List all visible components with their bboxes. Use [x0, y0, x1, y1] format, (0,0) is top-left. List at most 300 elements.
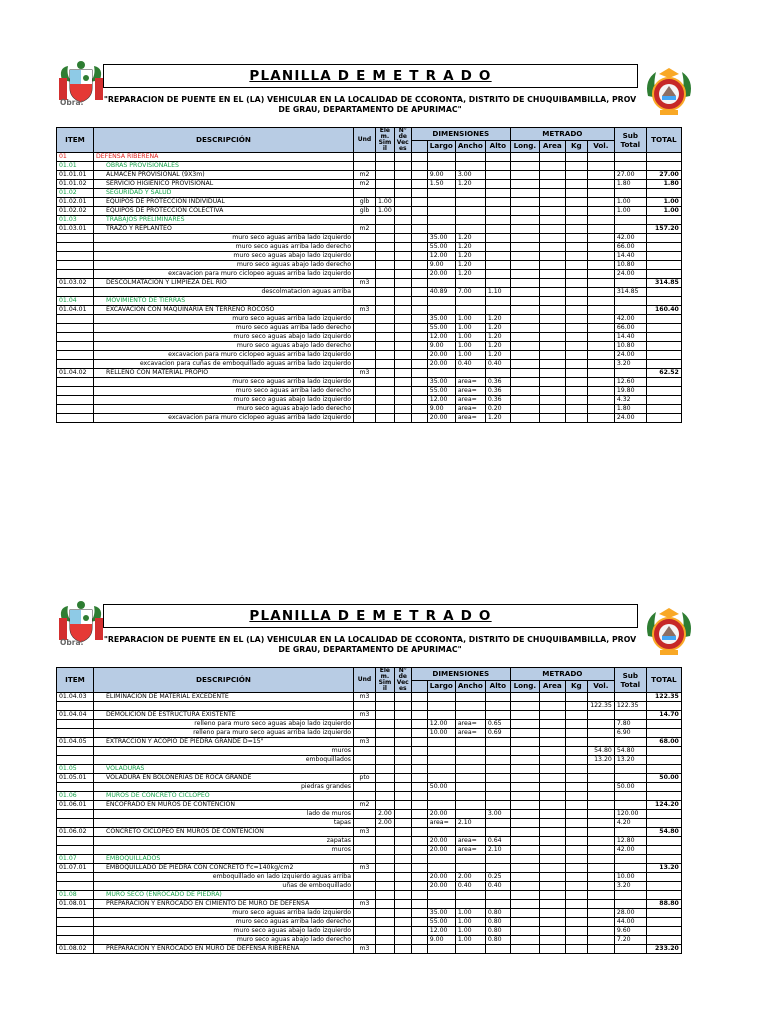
cell-kg	[565, 900, 587, 909]
cell-vol	[587, 189, 614, 198]
cell-nv	[394, 180, 411, 189]
table-row	[57, 756, 682, 765]
cell-desc: muro seco aguas arriba lado izquierdo	[94, 315, 354, 324]
cell-und: m3	[354, 306, 376, 315]
cell-sub: 44.00	[614, 918, 646, 927]
cell-sub: 28.00	[614, 909, 646, 918]
table-row	[57, 378, 682, 387]
cell-blank	[411, 243, 427, 252]
cell-sub: 10.80	[614, 261, 646, 270]
cell-area	[539, 738, 565, 747]
cell-ancho: 2.10	[455, 819, 485, 828]
cell-elem	[376, 846, 395, 855]
cell-vol	[587, 891, 614, 900]
cell-largo	[427, 747, 455, 756]
cell-nv	[394, 324, 411, 333]
cell-total	[646, 936, 681, 945]
cell-alto	[485, 900, 510, 909]
cell-desc: TRAZO Y REPLANTEO	[94, 225, 354, 234]
cell-largo: 35.00	[427, 234, 455, 243]
cell-alto: 0.36	[485, 387, 510, 396]
cell-area	[539, 342, 565, 351]
cell-total	[646, 297, 681, 306]
cell-total	[646, 216, 681, 225]
header-item: ITEM	[57, 128, 94, 153]
cell-item	[57, 315, 94, 324]
cell-largo	[427, 900, 455, 909]
cell-item	[57, 918, 94, 927]
cell-kg	[565, 360, 587, 369]
cell-area	[539, 873, 565, 882]
cell-und: m3	[354, 711, 376, 720]
cell-elem	[376, 279, 395, 288]
cell-blank	[411, 396, 427, 405]
cell-ancho	[455, 198, 485, 207]
cell-sub: 19.80	[614, 387, 646, 396]
cell-ancho	[455, 738, 485, 747]
cell-und: m3	[354, 279, 376, 288]
cell-vol	[587, 873, 614, 882]
cell-nv	[394, 162, 411, 171]
cell-total	[646, 315, 681, 324]
cell-total	[646, 792, 681, 801]
cell-desc: muro seco aguas arriba lado izquierdo	[94, 909, 354, 918]
cell-sub: 1.00	[614, 198, 646, 207]
cell-alto: 0.36	[485, 396, 510, 405]
cell-blank	[411, 909, 427, 918]
cell-area	[539, 864, 565, 873]
obra-line-2: DE GRAU, DEPARTAMENTO DE APURIMAC"	[278, 105, 462, 114]
cell-desc: DEFENSA RIBEREÑA	[94, 153, 354, 162]
cell-sub	[614, 297, 646, 306]
cell-long	[510, 297, 539, 306]
cell-item	[57, 387, 94, 396]
cell-desc: muro seco aguas arriba lado izquierdo	[94, 378, 354, 387]
cell-vol	[587, 315, 614, 324]
cell-elem	[376, 369, 395, 378]
cell-ancho	[455, 792, 485, 801]
table-row	[57, 180, 682, 189]
cell-elem	[376, 252, 395, 261]
cell-kg	[565, 909, 587, 918]
cell-elem	[376, 801, 395, 810]
cell-elem	[376, 234, 395, 243]
cell-long	[510, 342, 539, 351]
cell-area	[539, 810, 565, 819]
cell-alto: 1.20	[485, 324, 510, 333]
cell-und: m3	[354, 693, 376, 702]
cell-total: 122.35	[646, 693, 681, 702]
cell-vol: 54.80	[587, 747, 614, 756]
cell-item: 01.04.02	[57, 369, 94, 378]
cell-ancho	[455, 774, 485, 783]
table-row	[57, 900, 682, 909]
cell-area	[539, 234, 565, 243]
cell-alto	[485, 792, 510, 801]
cell-blank	[411, 180, 427, 189]
cell-alto: 0.20	[485, 405, 510, 414]
cell-nv	[394, 198, 411, 207]
cell-alto: 1.20	[485, 342, 510, 351]
cell-long	[510, 378, 539, 387]
cell-alto: 3.00	[485, 810, 510, 819]
table-row	[57, 693, 682, 702]
cell-vol: 122.35	[587, 702, 614, 711]
cell-blank	[411, 225, 427, 234]
cell-desc: ELIMINACION DE MATERIAL EXCEDENTE	[94, 693, 354, 702]
cell-vol	[587, 387, 614, 396]
cell-desc: DEMOLICION DE ESTRUCTURA EXISTENTE	[94, 711, 354, 720]
cell-largo: 12.00	[427, 333, 455, 342]
table-row	[57, 846, 682, 855]
cell-sub	[614, 279, 646, 288]
cell-item: 01.02.02	[57, 207, 94, 216]
cell-sub: 12.80	[614, 837, 646, 846]
cell-largo: 20.00	[427, 837, 455, 846]
cell-und	[354, 783, 376, 792]
cell-ancho	[455, 765, 485, 774]
cell-und	[354, 396, 376, 405]
cell-largo: 20.00	[427, 846, 455, 855]
cell-desc: muro seco aguas arriba lado derecho	[94, 243, 354, 252]
metrado-sheet-1	[0, 58, 768, 421]
cell-ancho	[455, 945, 485, 954]
cell-long	[510, 855, 539, 864]
cell-elem	[376, 243, 395, 252]
cell-sub: 42.00	[614, 234, 646, 243]
header-metrado: METRADO	[510, 128, 614, 141]
cell-sub: 1.80	[614, 180, 646, 189]
cell-area	[539, 819, 565, 828]
cell-elem	[376, 297, 395, 306]
cell-ancho: 1.00	[455, 333, 485, 342]
cell-blank	[411, 837, 427, 846]
cell-ancho	[455, 711, 485, 720]
cell-largo	[427, 306, 455, 315]
cell-blank	[411, 792, 427, 801]
cell-area	[539, 324, 565, 333]
cell-blank	[411, 756, 427, 765]
cell-sub: 66.00	[614, 324, 646, 333]
cell-sub	[614, 693, 646, 702]
cell-desc: relleno para muro seco aguas arriba lado izquierdo	[94, 729, 354, 738]
cell-alto	[485, 297, 510, 306]
cell-largo: 35.00	[427, 909, 455, 918]
cell-long	[510, 891, 539, 900]
cell-ancho: 0.40	[455, 360, 485, 369]
cell-elem	[376, 693, 395, 702]
cell-desc: descolmatacion aguas arriba	[94, 288, 354, 297]
cell-alto	[485, 828, 510, 837]
cell-largo	[427, 153, 455, 162]
cell-largo	[427, 279, 455, 288]
cell-vol	[587, 360, 614, 369]
cell-largo: 20.00	[427, 414, 455, 423]
table-row	[57, 729, 682, 738]
cell-desc: EXTRACCION Y ACOPIO DE PIEDRA GRANDE D=15"	[94, 738, 354, 747]
table-row	[57, 747, 682, 756]
cell-total	[646, 243, 681, 252]
cell-elem: 2.00	[376, 819, 395, 828]
cell-elem	[376, 945, 395, 954]
cell-nv	[394, 189, 411, 198]
cell-long	[510, 792, 539, 801]
cell-ancho: area=	[455, 378, 485, 387]
cell-desc: EQUIPOS DE PROTECCION INDIVIDUAL	[94, 198, 354, 207]
cell-nv	[394, 405, 411, 414]
cell-kg	[565, 936, 587, 945]
cell-ancho: 0.40	[455, 882, 485, 891]
cell-largo: 20.00	[427, 360, 455, 369]
cell-long	[510, 945, 539, 954]
cell-long	[510, 810, 539, 819]
cell-long	[510, 315, 539, 324]
cell-kg	[565, 342, 587, 351]
cell-long	[510, 153, 539, 162]
table-row	[57, 342, 682, 351]
cell-kg	[565, 216, 587, 225]
table-row	[57, 234, 682, 243]
table-row	[57, 801, 682, 810]
cell-alto: 0.64	[485, 837, 510, 846]
cell-vol	[587, 792, 614, 801]
cell-largo	[427, 369, 455, 378]
cell-und	[354, 918, 376, 927]
cell-nv	[394, 171, 411, 180]
cell-largo: 55.00	[427, 324, 455, 333]
cell-blank	[411, 198, 427, 207]
cell-nv	[394, 702, 411, 711]
cell-blank	[411, 783, 427, 792]
cell-vol	[587, 765, 614, 774]
cell-largo	[427, 297, 455, 306]
cell-kg	[565, 873, 587, 882]
cell-kg	[565, 792, 587, 801]
cell-area	[539, 729, 565, 738]
obra-description	[100, 95, 640, 115]
cell-long	[510, 756, 539, 765]
cell-item: 01.08.02	[57, 945, 94, 954]
cell-area	[539, 936, 565, 945]
cell-kg	[565, 243, 587, 252]
table-row	[57, 936, 682, 945]
cell-total: 1.80	[646, 180, 681, 189]
cell-sub: 54.80	[614, 747, 646, 756]
table-row	[57, 738, 682, 747]
header-elem: Elem. Simil	[376, 128, 395, 153]
table-row	[57, 855, 682, 864]
cell-ancho	[455, 369, 485, 378]
cell-kg	[565, 333, 587, 342]
cell-ancho: 1.20	[455, 261, 485, 270]
cell-blank	[411, 828, 427, 837]
table-row	[57, 225, 682, 234]
table-row	[57, 315, 682, 324]
cell-elem	[376, 900, 395, 909]
cell-item	[57, 351, 94, 360]
cell-desc: muro seco aguas abajo lado izquierdo	[94, 927, 354, 936]
cell-item: 01.07.01	[57, 864, 94, 873]
cell-vol	[587, 936, 614, 945]
cell-und	[354, 351, 376, 360]
cell-item: 01	[57, 153, 94, 162]
cell-ancho	[455, 702, 485, 711]
table-row	[57, 279, 682, 288]
cell-elem	[376, 702, 395, 711]
cell-item: 01.01	[57, 162, 94, 171]
cell-long	[510, 846, 539, 855]
cell-desc: MURO SECO (ENROCADO DE PIEDRA)	[94, 891, 354, 900]
cell-largo: area=	[427, 819, 455, 828]
cell-vol	[587, 855, 614, 864]
cell-total	[646, 837, 681, 846]
cell-alto	[485, 774, 510, 783]
cell-largo	[427, 756, 455, 765]
cell-kg	[565, 288, 587, 297]
cell-kg	[565, 945, 587, 954]
cell-ancho: 2.00	[455, 873, 485, 882]
cell-blank	[411, 342, 427, 351]
cell-kg	[565, 828, 587, 837]
cell-long	[510, 270, 539, 279]
cell-alto: 0.40	[485, 882, 510, 891]
cell-sub: 27.00	[614, 171, 646, 180]
cell-alto	[485, 855, 510, 864]
cell-area	[539, 774, 565, 783]
cell-und	[354, 387, 376, 396]
cell-nv	[394, 801, 411, 810]
cell-nv	[394, 792, 411, 801]
cell-nv	[394, 360, 411, 369]
cell-total	[646, 270, 681, 279]
cell-und	[354, 882, 376, 891]
cell-desc: SERVICIO HIGIENICO PROVISIONAL	[94, 180, 354, 189]
cell-alto	[485, 198, 510, 207]
cell-sub	[614, 828, 646, 837]
cell-item	[57, 252, 94, 261]
cell-kg	[565, 855, 587, 864]
cell-long	[510, 882, 539, 891]
cell-alto	[485, 270, 510, 279]
cell-blank	[411, 711, 427, 720]
cell-nv	[394, 810, 411, 819]
cell-long	[510, 747, 539, 756]
cell-kg	[565, 747, 587, 756]
cell-nv	[394, 828, 411, 837]
cell-alto	[485, 693, 510, 702]
cell-vol	[587, 252, 614, 261]
cell-ancho	[455, 207, 485, 216]
cell-desc: excavacion para muro ciclopeo aguas arriba lado izquierdo	[94, 351, 354, 360]
cell-ancho	[455, 216, 485, 225]
cell-blank	[411, 873, 427, 882]
cell-desc: excavacion para muro ciclopeo aguas arriba lado izquierdo	[94, 414, 354, 423]
header-ancho: Ancho	[455, 140, 485, 153]
cell-alto	[485, 369, 510, 378]
cell-vol	[587, 738, 614, 747]
cell-elem	[376, 171, 395, 180]
cell-elem	[376, 414, 395, 423]
cell-area	[539, 207, 565, 216]
header-vol: Vol.	[587, 140, 614, 153]
header-elem: Elem. Simil	[376, 668, 395, 693]
cell-ancho: area=	[455, 387, 485, 396]
cell-blank	[411, 360, 427, 369]
cell-long	[510, 387, 539, 396]
cell-sub	[614, 900, 646, 909]
cell-elem	[376, 864, 395, 873]
cell-vol	[587, 882, 614, 891]
cell-nv	[394, 819, 411, 828]
cell-total	[646, 333, 681, 342]
cell-kg	[565, 234, 587, 243]
cell-total	[646, 351, 681, 360]
cell-sub: 3.20	[614, 882, 646, 891]
cell-alto	[485, 171, 510, 180]
cell-kg	[565, 738, 587, 747]
table-row	[57, 774, 682, 783]
cell-ancho	[455, 693, 485, 702]
cell-sub: 12.60	[614, 378, 646, 387]
cell-kg	[565, 414, 587, 423]
cell-und: m2	[354, 171, 376, 180]
cell-alto	[485, 243, 510, 252]
cell-long	[510, 702, 539, 711]
cell-total	[646, 261, 681, 270]
cell-desc: CONCRETO CICLOPEO EN MUROS DE CONTENCION	[94, 828, 354, 837]
cell-nv	[394, 216, 411, 225]
obra-label: Obra:	[60, 638, 84, 647]
cell-alto	[485, 153, 510, 162]
cell-nv	[394, 864, 411, 873]
cell-item	[57, 243, 94, 252]
municipal-crest-logo	[644, 66, 694, 118]
cell-ancho	[455, 900, 485, 909]
cell-sub	[614, 189, 646, 198]
metrado-table-1-body	[57, 153, 682, 423]
cell-item	[57, 729, 94, 738]
table-row	[57, 891, 682, 900]
cell-und	[354, 405, 376, 414]
cell-sub	[614, 216, 646, 225]
cell-blank	[411, 297, 427, 306]
cell-kg	[565, 711, 587, 720]
cell-item: 01.08.01	[57, 900, 94, 909]
cell-vol	[587, 810, 614, 819]
table-row	[57, 810, 682, 819]
cell-item	[57, 873, 94, 882]
cell-blank	[411, 891, 427, 900]
cell-ancho	[455, 810, 485, 819]
cell-total	[646, 387, 681, 396]
cell-ancho	[455, 297, 485, 306]
cell-ancho	[455, 783, 485, 792]
cell-largo	[427, 207, 455, 216]
cell-und	[354, 927, 376, 936]
cell-alto	[485, 252, 510, 261]
cell-vol	[587, 270, 614, 279]
cell-item	[57, 378, 94, 387]
cell-largo: 9.00	[427, 936, 455, 945]
cell-item: 01.04.04	[57, 711, 94, 720]
cell-ancho	[455, 756, 485, 765]
header-alto: Alto	[485, 680, 510, 693]
cell-long	[510, 774, 539, 783]
cell-item: 01.04.03	[57, 693, 94, 702]
cell-alto	[485, 747, 510, 756]
cell-area	[539, 387, 565, 396]
cell-item: 01.04.01	[57, 306, 94, 315]
